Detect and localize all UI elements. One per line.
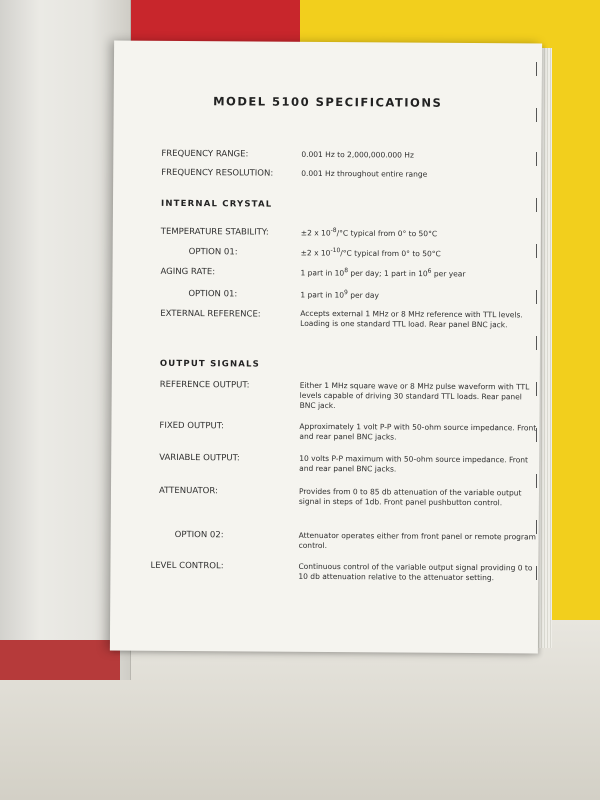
binding-mark xyxy=(536,566,537,580)
frequency-resolution-value: 0.001 Hz throughout entire range xyxy=(301,168,428,179)
attenuator-option-label: OPTION 02: xyxy=(174,529,224,541)
frequency-range-label: FREQUENCY RANGE: xyxy=(161,148,249,160)
reference-output-label: REFERENCE OUTPUT: xyxy=(159,379,250,391)
binding-mark xyxy=(536,520,537,534)
aging-option-value: 1 part in $10^9$ per day xyxy=(300,289,379,300)
level-control-value: Continuous control of the variable output signal providing 0 to 10 db attenuation relative to the attenuator setting. xyxy=(298,561,533,583)
binding-mark xyxy=(536,198,537,212)
binding-mark xyxy=(536,62,537,76)
page-title: MODEL 5100 SPECIFICATIONS xyxy=(213,94,443,110)
binding-mark xyxy=(536,428,537,442)
attenuator-option-value: Attenuator operates either from front panel or remote program control. xyxy=(298,530,536,551)
external-reference-value: Accepts external 1 MHz or 8 MHz reference with TTL levels. Loading is one standard TTL load. Rear panel BNC jack. xyxy=(300,308,523,330)
aging-rate-value: 1 part in $10^8$ per day; 1 part in $10^6$ per year xyxy=(300,267,466,279)
attenuator-value: Provides from 0 to 85 db attenuation of the variable output signal in steps of 1db. Front panel pushbutton control. xyxy=(298,486,522,508)
left-page-shadow xyxy=(0,0,40,680)
attenuator-label: ATTENUATOR: xyxy=(158,485,218,497)
external-reference-label: EXTERNAL REFERENCE: xyxy=(160,308,261,320)
internal-crystal-heading: INTERNAL CRYSTAL xyxy=(160,198,273,210)
binding-mark xyxy=(536,336,537,350)
temperature-option-label: OPTION 01: xyxy=(188,247,238,258)
binding-mark xyxy=(536,244,537,258)
binding-mark xyxy=(536,382,537,396)
binding-mark xyxy=(536,290,537,304)
specification-page xyxy=(110,41,542,654)
fixed-output-label: FIXED OUTPUT: xyxy=(159,420,224,432)
temperature-option-value: ±2 x $10^{-10}/^\circ C$ typical from 0° to 50°C xyxy=(300,247,441,259)
frequency-range-value: 0.001 Hz to 2,000,000.000 Hz xyxy=(301,149,414,160)
frequency-resolution-label: FREQUENCY RESOLUTION: xyxy=(161,167,274,179)
reference-output-value: Either 1 MHz square wave or 8 MHz pulse waveform with TTL levels capable of driving 30 standard TTL loads. Rear panel BNC jack. xyxy=(299,380,530,411)
level-control-label: LEVEL CONTROL: xyxy=(150,560,224,572)
variable-output-label: VARIABLE OUTPUT: xyxy=(159,452,240,464)
fixed-output-value: Approximately 1 volt P-P with 50-ohm source impedance. Front and rear panel BNC jacks. xyxy=(299,421,537,442)
binding-mark xyxy=(536,152,537,166)
variable-output-value: 10 volts P-P maximum with 50-ohm source impedance. Front and rear panel BNC jacks. xyxy=(299,453,529,474)
binding-mark xyxy=(536,108,537,122)
temperature-stability-label: TEMPERATURE STABILITY: xyxy=(160,226,269,238)
binding-tab-marks xyxy=(533,52,541,612)
aging-rate-label: AGING RATE: xyxy=(160,266,216,278)
binder-cover-edge xyxy=(0,640,120,680)
aging-option-label: OPTION 01: xyxy=(188,289,238,300)
output-signals-heading: OUTPUT SIGNALS xyxy=(159,358,261,370)
binding-mark xyxy=(536,474,537,488)
temperature-stability-value: ±2 x $10^{-8}/^\circ C$ typical from 0° to 50°C xyxy=(300,227,438,239)
